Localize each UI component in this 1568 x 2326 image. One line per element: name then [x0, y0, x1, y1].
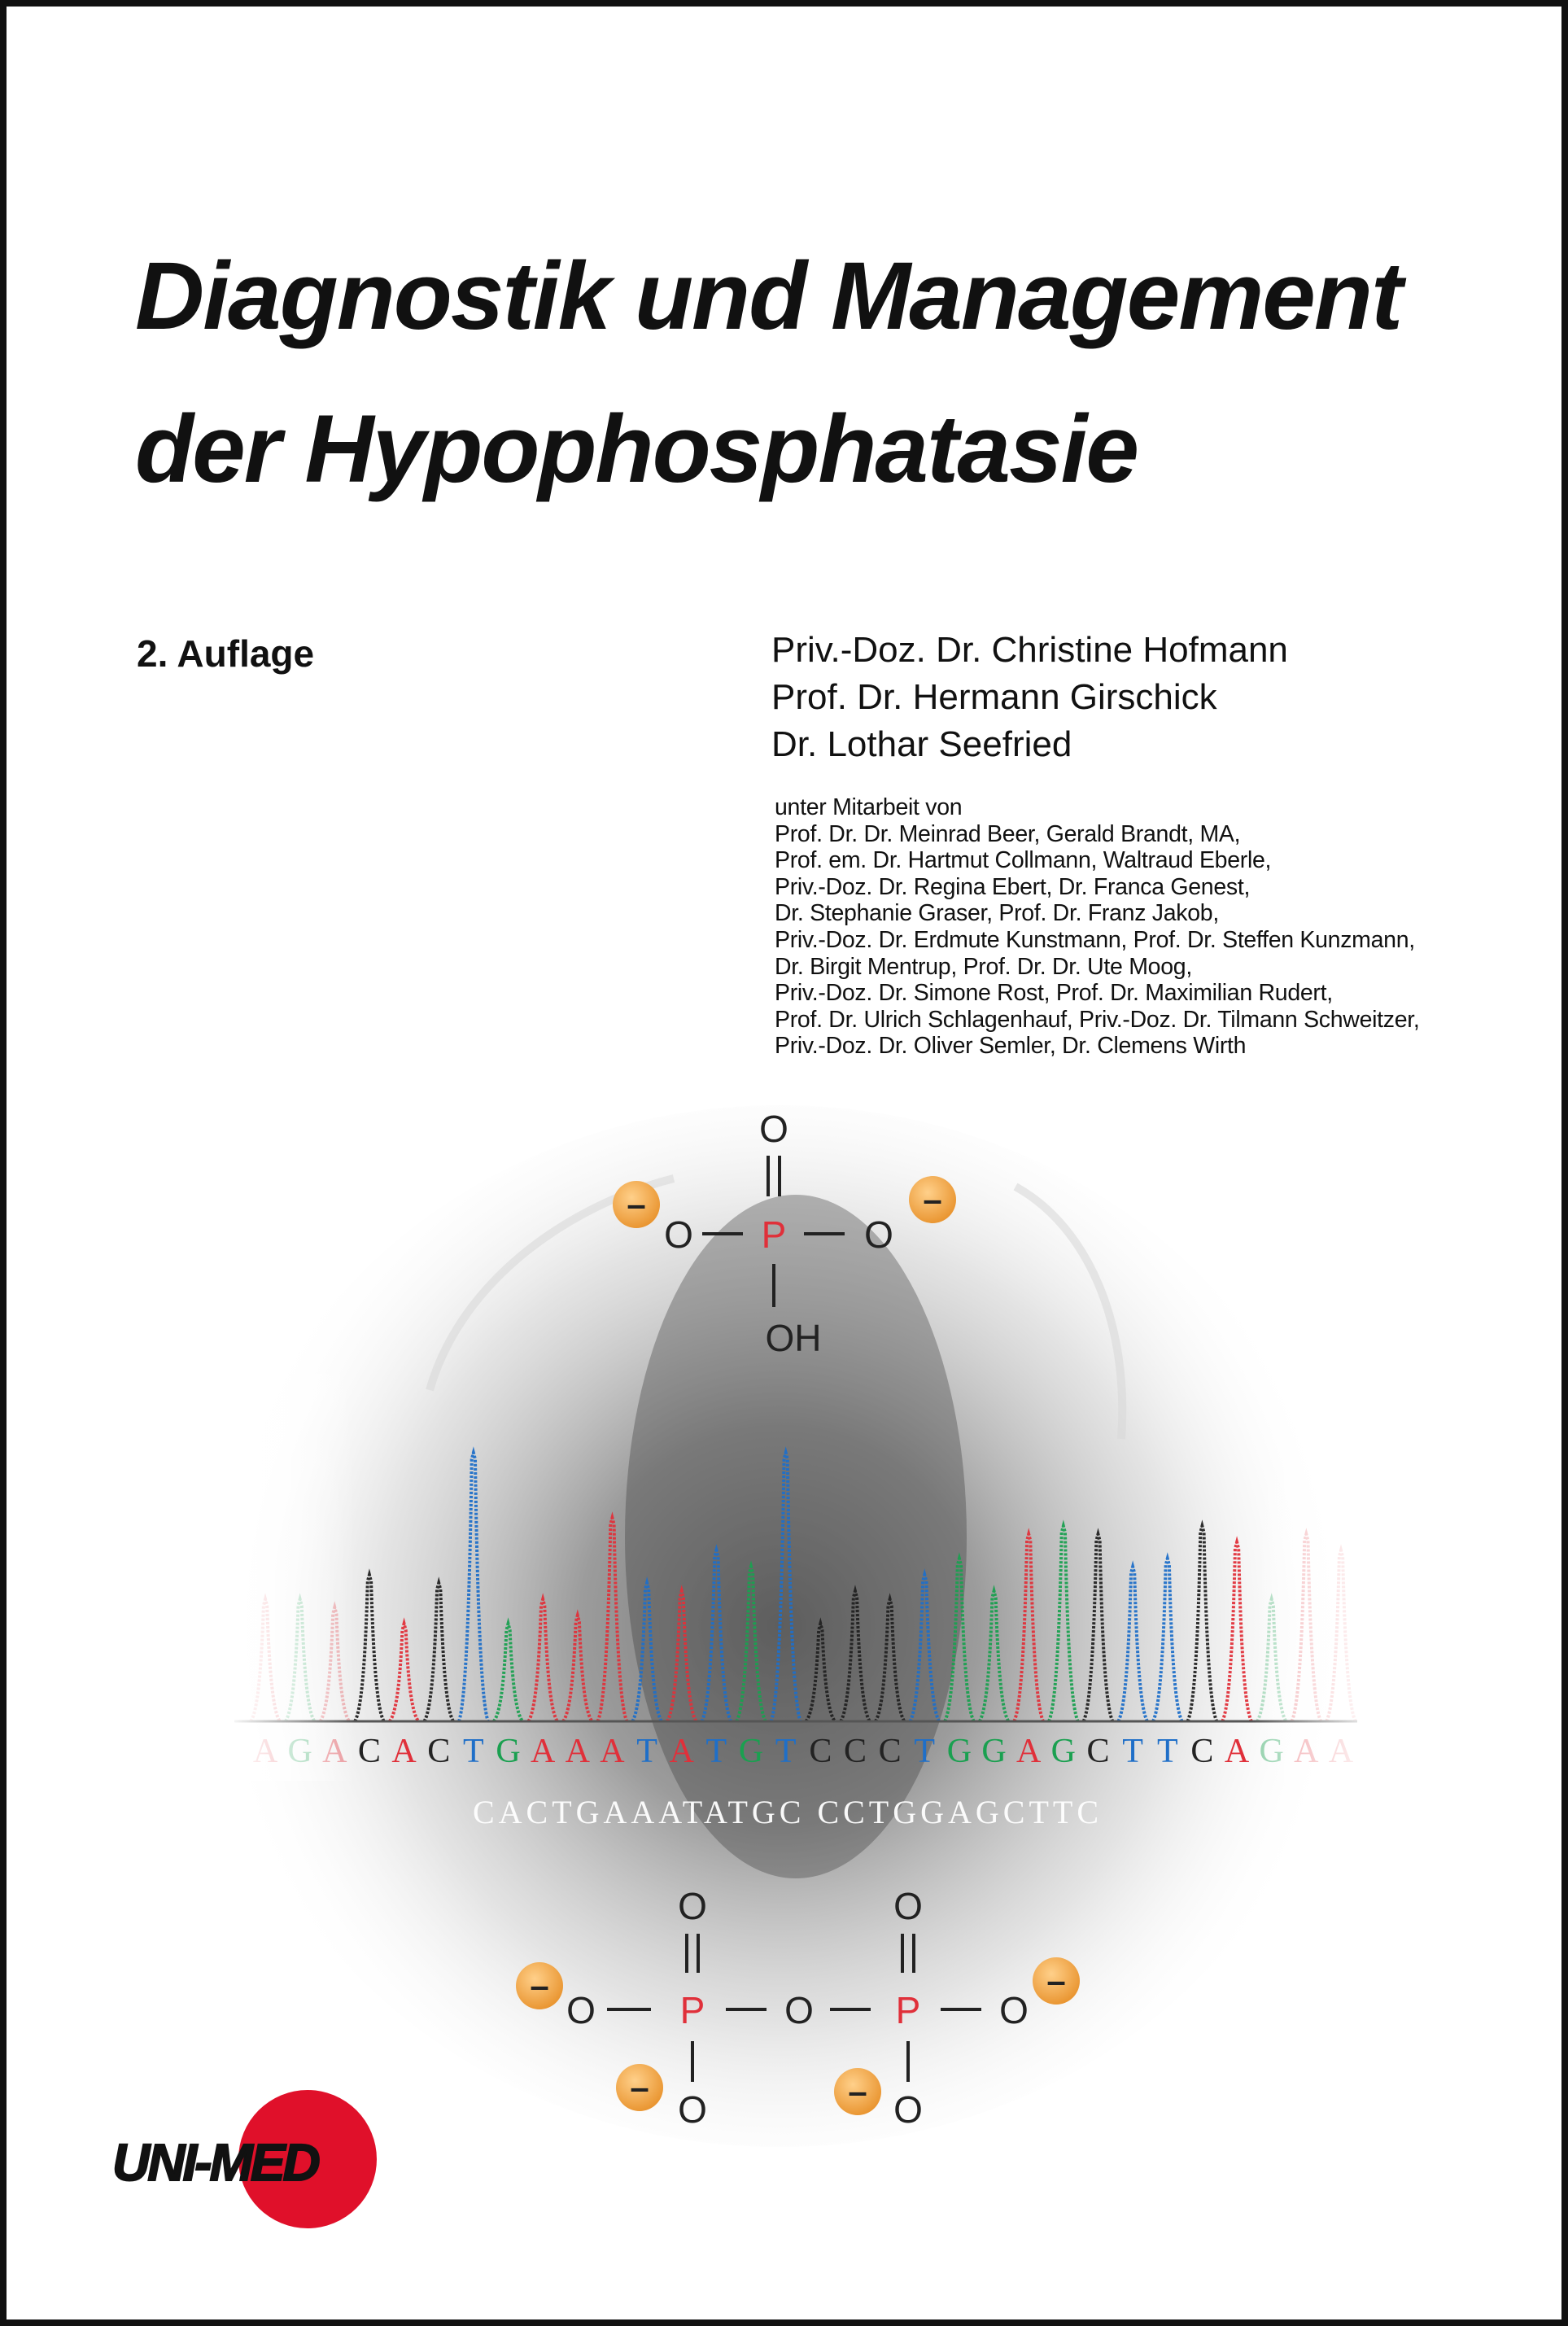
sequence-base: G	[1050, 1733, 1077, 1770]
collaboration-label: unter Mitarbeit von	[775, 794, 963, 820]
sequence-base: A	[1016, 1733, 1042, 1770]
sequence-base: C	[427, 1733, 451, 1770]
negative-charge-icon	[613, 1181, 660, 1228]
sequence-base: T	[705, 1733, 727, 1770]
atom-oxygen: O	[664, 1213, 693, 1256]
atom-oxygen: O	[566, 1989, 596, 2031]
sequence-base: A	[565, 1733, 590, 1770]
publisher-logo	[104, 2074, 373, 2253]
sequence-base: G	[981, 1733, 1007, 1770]
collaborator-line: Priv.-Doz. Dr. Oliver Semler, Dr. Clemens Wirth	[775, 1033, 1247, 1060]
sequence-base: A	[669, 1733, 694, 1770]
atom-phosphorus: P	[679, 1989, 705, 2031]
sequence-base: C	[843, 1733, 867, 1770]
atom-oxygen: O	[893, 2088, 923, 2131]
author: Priv.-Doz. Dr. Christine Hofmann	[771, 630, 1288, 670]
sequence-base: G	[946, 1733, 972, 1770]
sequence-base: T	[1156, 1733, 1178, 1770]
book-title	[135, 220, 1518, 526]
svg-text:–: –	[630, 2068, 649, 2106]
sequence-base: G	[496, 1733, 521, 1770]
sequence-base: C	[809, 1733, 832, 1770]
sequence-base: C	[1086, 1733, 1110, 1770]
collaborator-line: Dr. Stephanie Graser, Prof. Dr. Franz Jakob,	[775, 900, 1219, 927]
collaborator-line: Priv.-Doz. Dr. Simone Rost, Prof. Dr. Maximilian Rudert,	[775, 980, 1333, 1007]
sequence-base: T	[636, 1733, 657, 1770]
collaborator-line: Prof. em. Dr. Hartmut Collmann, Waltraud Eberle,	[775, 847, 1272, 874]
sequence-base: T	[775, 1733, 797, 1770]
fade-right	[1251, 1374, 1382, 1781]
fade-left	[226, 1374, 356, 1781]
title-line-1: Diagnostik und Management	[135, 243, 1402, 350]
svg-text:–: –	[848, 2072, 867, 2110]
atom-oxygen: O	[864, 1213, 893, 1256]
sequence-lower: CACTGAAATATGC CCTGGAGCTTC	[472, 1794, 1103, 1830]
sequence-base: T	[1122, 1733, 1143, 1770]
atom-oxygen: O	[678, 2088, 707, 2131]
atom-oxygen: O	[678, 1885, 707, 1927]
cover-illustration	[7, 1056, 1568, 2236]
atom-hydroxyl: OH	[765, 1317, 822, 1359]
atom-phosphorus: P	[761, 1213, 787, 1256]
negative-charge-icon	[909, 1176, 956, 1223]
collaborator-line: Prof. Dr. Ulrich Schlagenhauf, Priv.-Doz. Dr. Tilmann Schweitzer,	[775, 1006, 1420, 1033]
author: Prof. Dr. Hermann Girschick	[771, 677, 1217, 717]
publisher-name: UNI-MED	[112, 2133, 318, 2192]
sequence-base: A	[1224, 1733, 1250, 1770]
sequence-base: T	[914, 1733, 936, 1770]
negative-charge-icon	[516, 1962, 563, 2009]
collaborator-line: Priv.-Doz. Dr. Erdmute Kunstmann, Prof. Dr. Steffen Kunzmann,	[775, 926, 1415, 953]
sequence-base: A	[600, 1733, 625, 1770]
xray-shadow	[625, 1195, 967, 1878]
sequence-base: A	[391, 1733, 417, 1770]
sequence-base: C	[878, 1733, 902, 1770]
collaborator-line: Prof. Dr. Dr. Meinrad Beer, Gerald Brandt, MA,	[775, 820, 1241, 847]
atom-oxygen: O	[999, 1989, 1029, 2031]
negative-charge-icon	[616, 2064, 663, 2111]
edition-label: 2. Auflage	[137, 632, 315, 675]
author: Dr. Lothar Seefried	[771, 724, 1072, 764]
author-list	[771, 627, 1288, 768]
title-line-2: der Hypophosphatasie	[135, 396, 1138, 503]
sequence-base: T	[463, 1733, 484, 1770]
svg-text:–: –	[627, 1185, 646, 1223]
svg-text:–: –	[923, 1180, 942, 1218]
collaborator-line: Dr. Birgit Mentrup, Prof. Dr. Dr. Ute Moog,	[775, 953, 1192, 980]
sequence-base: C	[357, 1733, 381, 1770]
sequence-base: A	[530, 1733, 556, 1770]
negative-charge-icon	[834, 2068, 881, 2115]
atom-oxygen: O	[893, 1885, 923, 1927]
collaborator-line: Priv.-Doz. Dr. Regina Ebert, Dr. Franca Genest,	[775, 873, 1251, 900]
svg-text:–: –	[1046, 1961, 1066, 2000]
svg-text:–: –	[530, 1966, 549, 2005]
atom-phosphorus: P	[895, 1989, 921, 2031]
atom-oxygen: O	[784, 1989, 814, 2031]
negative-charge-icon	[1033, 1957, 1080, 2005]
sequence-base: C	[1190, 1733, 1214, 1770]
sequence-base: G	[738, 1733, 764, 1770]
collaborator-list	[775, 794, 1420, 1060]
atom-oxygen: O	[759, 1108, 788, 1150]
